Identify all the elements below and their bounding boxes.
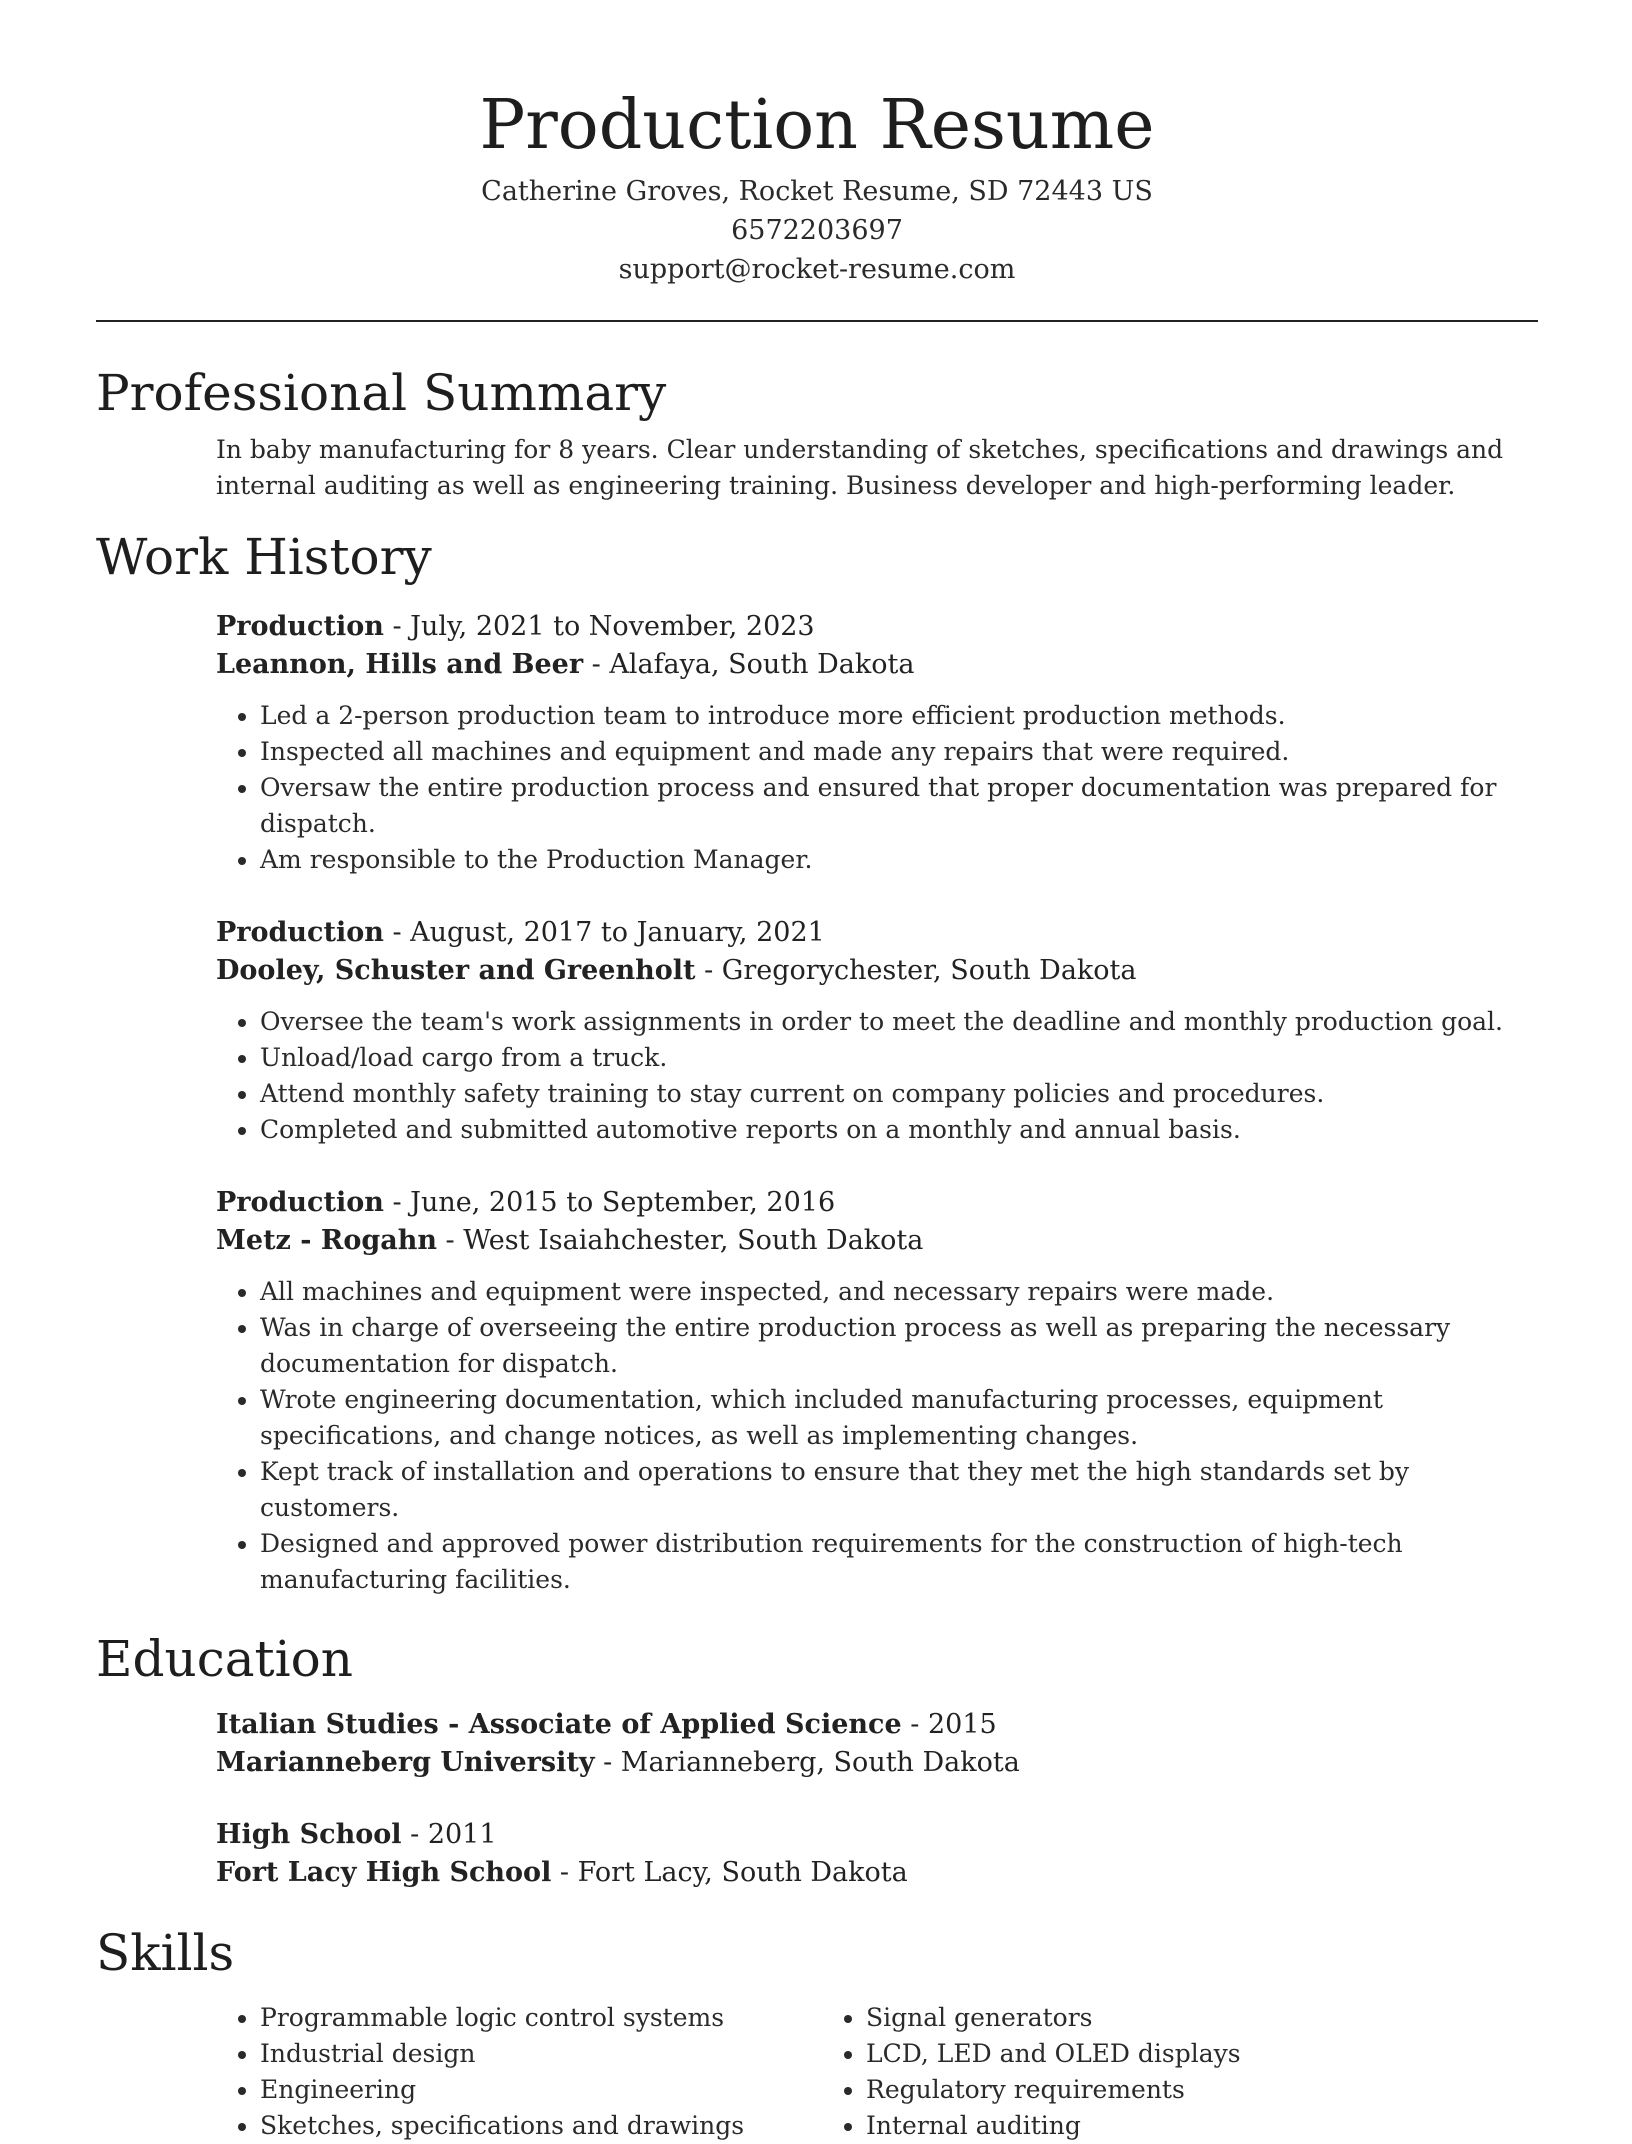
skills-column-left (216, 2000, 822, 2144)
job-location: - Alafaya, South Dakota (583, 649, 915, 680)
job-bullet: • Unload/load cargo from a truck. (260, 1040, 1538, 1076)
contact-phone: 6572203697 (731, 215, 903, 246)
skill-item: • Sketches, specifications and drawings (260, 2108, 822, 2144)
job-location: - Gregorychester, South Dakota (695, 955, 1137, 986)
job-bullet: • Kept track of installation and operations to ensure that they met the high standards set by customers. (260, 1454, 1538, 1526)
job-bullet: • Wrote engineering documentation, which included manufacturing processes, equipment specifications, and change notices, as well as implementing changes. (260, 1382, 1538, 1454)
job-bullet: • All machines and equipment were inspected, and necessary repairs were made. (260, 1274, 1538, 1310)
job-company: Metz - Rogahn (216, 1225, 437, 1256)
contact-address: Catherine Groves, Rocket Resume, SD 72443 US (481, 176, 1153, 207)
job-bullet: • Completed and submitted automotive reports on a monthly and annual basis. (260, 1112, 1538, 1148)
education-year: - 2011 (401, 1819, 497, 1850)
job-dates: - June, 2015 to September, 2016 (383, 1187, 836, 1218)
job-bullet: • Was in charge of overseeing the entire production process as well as preparing the necessary documentation for dispatch. (260, 1310, 1538, 1382)
job-dates: - July, 2021 to November, 2023 (383, 611, 815, 642)
skill-item: • Industrial design (260, 2036, 822, 2072)
job-entry (96, 914, 1538, 1148)
summary-section (96, 360, 1538, 504)
skill-item: • Programmable logic control systems (260, 2000, 822, 2036)
job-company-line (216, 1222, 1538, 1260)
job-title-line (216, 1184, 1538, 1222)
education-location: - Marianneberg, South Dakota (594, 1747, 1020, 1778)
summary-text: In baby manufacturing for 8 years. Clear understanding of sketches, specifications and drawings and internal auditing as well as engineering training. Business developer and high-performing leader. (216, 435, 1504, 500)
job-bullet: • Am responsible to the Production Manager. (260, 842, 1538, 878)
job-title: Production (216, 917, 384, 948)
education-degree-line (216, 1816, 1538, 1854)
job-title: Production (216, 1187, 384, 1218)
job-bullet: • Oversee the team's work assignments in order to meet the deadline and monthly production goal. (260, 1004, 1538, 1040)
job-bullet: • Designed and approved power distribution requirements for the construction of high-tech manufacturing facilities. (260, 1526, 1538, 1598)
job-bullet: • Inspected all machines and equipment and made any repairs that were required. (260, 734, 1538, 770)
job-entry (96, 608, 1538, 878)
header-divider (96, 320, 1538, 322)
job-bullet: • Attend monthly safety training to stay current on company policies and procedures. (260, 1076, 1538, 1112)
document-title: Production Resume (479, 86, 1155, 165)
education-entry (96, 1706, 1538, 1782)
resume-header (96, 0, 1538, 289)
work-history-heading: Work History (96, 528, 432, 586)
education-school: Fort Lacy High School (216, 1857, 552, 1888)
skills-section (96, 1920, 1538, 2144)
job-bullet: • Oversaw the entire production process and ensured that proper documentation was prepared for dispatch. (260, 770, 1538, 842)
job-company: Leannon, Hills and Beer (216, 649, 584, 680)
education-degree: Italian Studies - Associate of Applied Science (216, 1709, 902, 1740)
education-entry (96, 1816, 1538, 1892)
skills-column-right (822, 2000, 1382, 2144)
skills-grid (96, 2000, 1538, 2144)
job-company-line (216, 646, 1538, 684)
skill-item: • Internal auditing (866, 2108, 1382, 2144)
job-dates: - August, 2017 to January, 2021 (383, 917, 825, 948)
education-school: Marianneberg University (216, 1747, 595, 1778)
contact-email: support@rocket-resume.com (618, 254, 1016, 285)
skill-item: • Signal generators (866, 2000, 1382, 2036)
summary-heading: Professional Summary (96, 364, 667, 422)
education-location: - Fort Lacy, South Dakota (551, 1857, 908, 1888)
job-bullet: • Led a 2-person production team to introduce more efficient production methods. (260, 698, 1538, 734)
education-section (96, 1626, 1538, 1892)
job-entry (96, 1184, 1538, 1598)
education-school-line (216, 1744, 1538, 1782)
job-company-line (216, 952, 1538, 990)
education-degree-line (216, 1706, 1538, 1744)
job-bullets (216, 1004, 1538, 1148)
skills-heading: Skills (96, 1924, 235, 1982)
job-company: Dooley, Schuster and Greenholt (216, 955, 696, 986)
education-degree: High School (216, 1819, 402, 1850)
job-bullets (216, 1274, 1538, 1598)
skill-item: • Engineering (260, 2072, 822, 2108)
skill-item: • LCD, LED and OLED displays (866, 2036, 1382, 2072)
contact-block (96, 172, 1538, 289)
job-location: - West Isaiahchester, South Dakota (436, 1225, 924, 1256)
education-year: - 2015 (901, 1709, 997, 1740)
job-title-line (216, 608, 1538, 646)
job-bullets (216, 698, 1538, 878)
education-school-line (216, 1854, 1538, 1892)
skill-item: • Regulatory requirements (866, 2072, 1382, 2108)
education-heading: Education (96, 1630, 353, 1688)
job-title: Production (216, 611, 384, 642)
work-history-section (96, 524, 1538, 1598)
resume-page (96, 0, 1538, 2144)
job-title-line (216, 914, 1538, 952)
